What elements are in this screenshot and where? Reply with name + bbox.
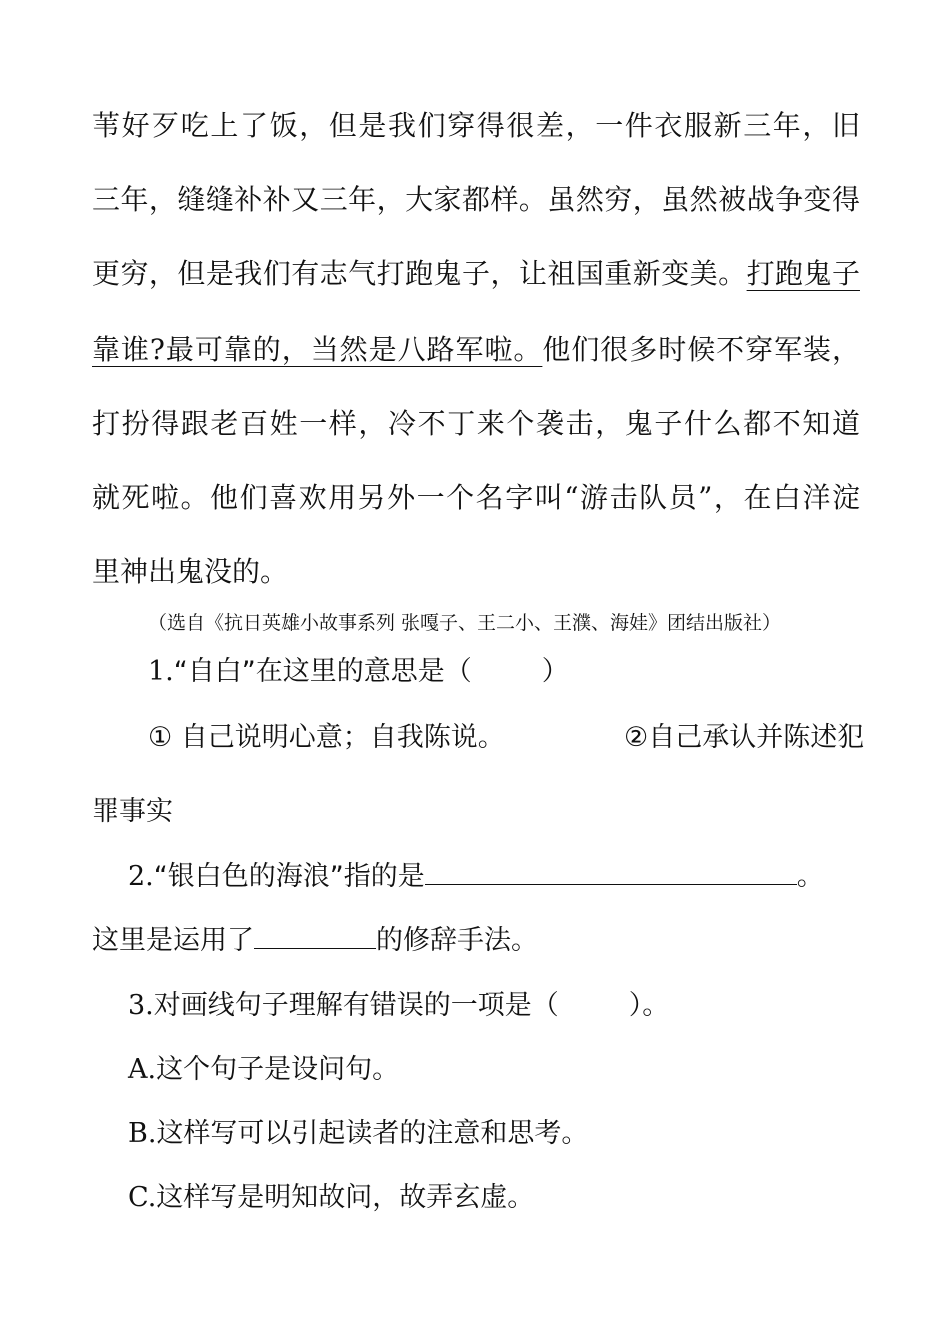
passage-line-4-text: 他们很多时候不穿军装，	[542, 333, 860, 366]
option-a-text: 这个句子是设问句。	[156, 1054, 400, 1085]
passage-line-3-text: 更穷，但是我们有志气打跑鬼子，让祖国重新变美。	[92, 257, 747, 290]
option-c-text: 这样写是明知故问，故弄玄虚。	[156, 1182, 535, 1213]
question-2-text: “银白色的海浪”指的是	[153, 861, 425, 892]
question-2-line-2-end: 的修辞手法。	[376, 925, 538, 956]
question-3	[128, 986, 669, 1026]
question-2	[128, 856, 824, 897]
question-1	[148, 652, 569, 692]
question-3-close: ）。	[628, 990, 670, 1021]
question-1-text: “自白”在这里的意思是（	[173, 656, 472, 687]
option-c-letter: C.	[128, 1182, 157, 1213]
underlined-sentence-part-1: 打跑鬼子	[746, 257, 860, 290]
question-1-close: ）	[541, 656, 569, 687]
option-b-letter: B.	[128, 1118, 157, 1149]
question-3-option-c	[128, 1178, 534, 1218]
passage-line-5: 打扮得跟老百姓一样，冷不丁来个袭击，鬼子什么都不知道	[92, 407, 860, 440]
passage-line-3	[92, 254, 860, 294]
source-citation: （选自《抗日英雄小故事系列 张嘎子、王二小、王濮、海娃》团结出版社）	[148, 612, 782, 634]
question-1-option-2: ②自己承认并陈述犯	[624, 722, 865, 753]
answer-blank-2b[interactable]	[254, 920, 376, 949]
passage-line-7: 里神出鬼没的。	[92, 555, 289, 588]
option-b-text: 这样写可以引起读者的注意和思考。	[156, 1118, 589, 1149]
question-3-option-a	[128, 1050, 399, 1090]
passage-line-2: 三年，缝缝补补又三年，大家都样。虽然穷，虽然被战争变得	[92, 183, 860, 216]
question-3-option-b	[128, 1114, 588, 1154]
question-2-number: 2.	[128, 861, 154, 892]
passage-line-4	[92, 330, 860, 370]
option-a-letter: A.	[128, 1054, 157, 1085]
question-2-line-2-text: 这里是运用了	[92, 925, 254, 956]
underlined-sentence-part-2: 靠谁?最可靠的，当然是八路军啦。	[92, 333, 543, 366]
question-3-text: 对画线句子理解有错误的一项是（	[153, 990, 559, 1021]
question-3-number: 3.	[128, 990, 154, 1021]
answer-blank-2a[interactable]	[425, 856, 797, 885]
question-1-option-1: ① 自己说明心意；自我陈说。	[148, 722, 505, 753]
question-1-option-2-continued: 罪事实	[92, 796, 173, 827]
question-2-end: 。	[796, 861, 824, 892]
passage-line-6: 就死啦。他们喜欢用另外一个名字叫“游击队员”，在白洋淀	[92, 481, 860, 514]
question-1-number: 1.	[148, 656, 174, 687]
question-2-line-2	[92, 920, 538, 961]
passage-line-1: 苇好歹吃上了饭，但是我们穿得很差，一件衣服新三年，旧	[92, 109, 860, 142]
